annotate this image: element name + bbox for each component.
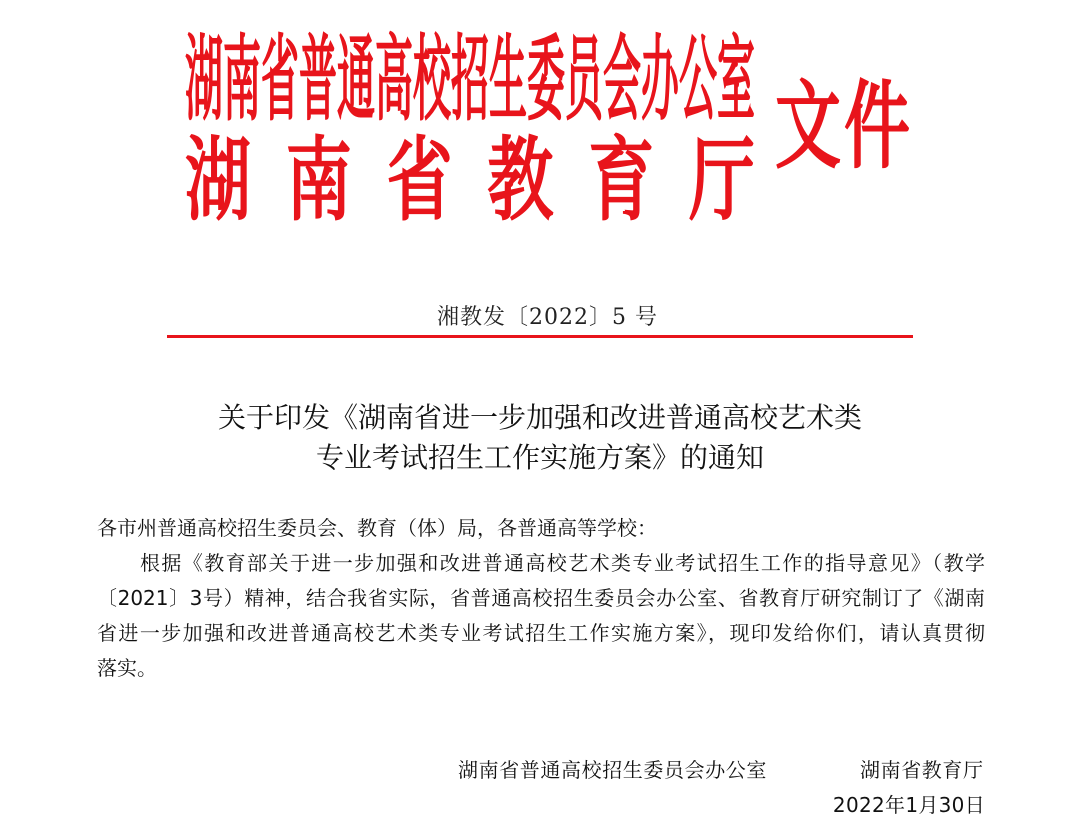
signature-issuer-office: 湖南省普通高校招生委员会办公室 bbox=[458, 758, 767, 782]
document-number: 湘教发〔2022〕5 号 bbox=[437, 305, 658, 330]
title-line-1: 关于印发《湖南省进一步加强和改进普通高校艺术类 bbox=[217, 401, 862, 434]
body-line-1: 根据《教育部关于进一步加强和改进普通高校艺术类专业考试招生工作的指导意见》（教学 bbox=[140, 551, 985, 575]
red-divider-line bbox=[167, 335, 913, 338]
signature-issuer-department: 湖南省教育厅 bbox=[860, 758, 984, 782]
signature-date: 2022年1月30日 bbox=[832, 793, 985, 817]
body-paragraph bbox=[97, 546, 985, 686]
letterhead-document-label: 文件 bbox=[775, 69, 913, 183]
title-line-2: 专业考试招生工作实施方案》的通知 bbox=[315, 441, 764, 474]
document-title bbox=[0, 398, 1080, 478]
body-line-4: 落实。 bbox=[97, 656, 157, 680]
body-line-2: 〔2021〕3号）精神，结合我省实际，省普通高校招生委员会办公室、省教育厅研究制订了《湖南 bbox=[97, 586, 985, 610]
letterhead-issuer-department: 湖南省教育厅 bbox=[185, 125, 790, 234]
letterhead-issuer-office: 湖南省普通高校招生委员会办公室 bbox=[185, 23, 756, 134]
salutation: 各市州普通高校招生委员会、教育（体）局，各普通高等学校： bbox=[97, 516, 657, 540]
body-line-3: 省进一步加强和改进普通高校艺术类专业考试招生工作实施方案》，现印发给你们，请认真贯彻 bbox=[97, 621, 985, 645]
